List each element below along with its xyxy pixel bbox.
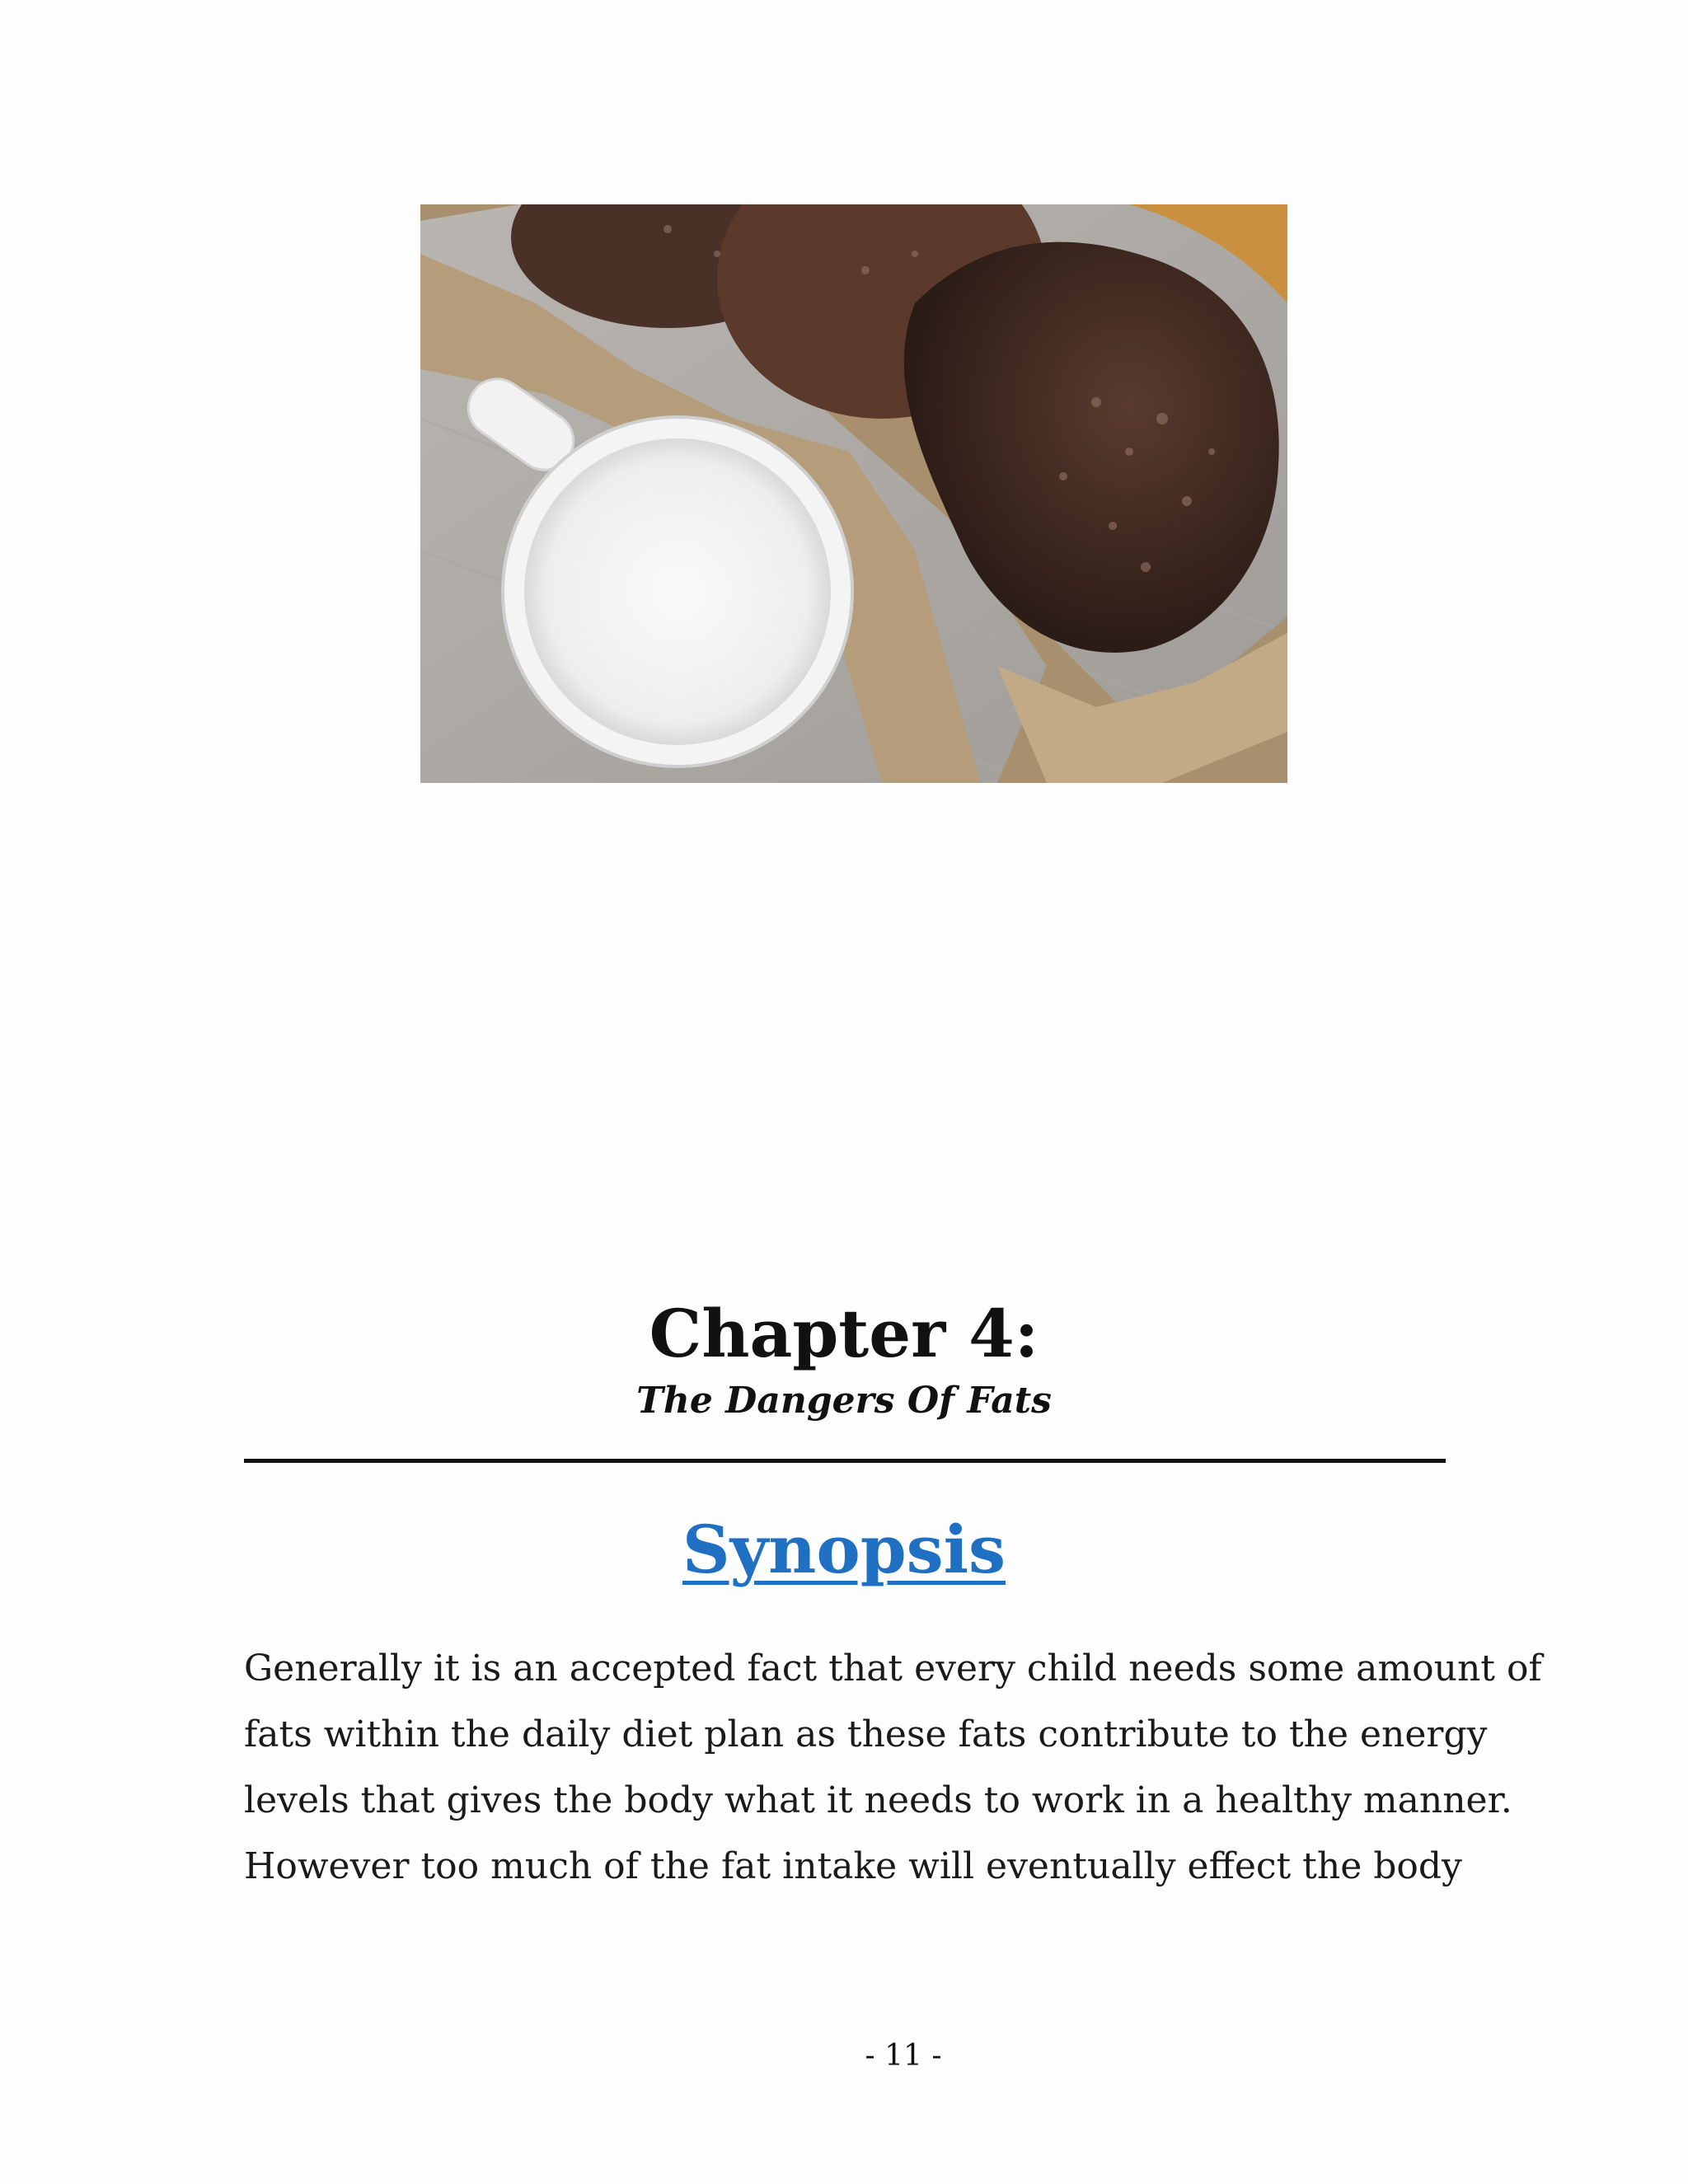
section-heading-synopsis[interactable]: Synopsis [682, 1511, 1006, 1588]
body-paragraph [244, 1636, 1542, 1900]
body-line: However too much of the fat intake will eventually effect the body [244, 1845, 1462, 1887]
section-divider [244, 1459, 1446, 1463]
body-line: Generally it is an accepted fact that every child needs some amount of [244, 1647, 1542, 1690]
body-line: fats within the daily diet plan as these fats contribute to the energy [244, 1713, 1488, 1755]
page-number: - 11 - [865, 2039, 942, 2073]
chapter-title: Chapter 4: [649, 1295, 1039, 1372]
chapter-subtitle: The Dangers Of Fats [636, 1380, 1052, 1422]
milk-and-bread-illustration [420, 204, 1287, 783]
body-line: levels that gives the body what it needs to work in a healthy manner. [244, 1779, 1512, 1821]
chapter-photo [420, 204, 1287, 783]
page-number-container [0, 2036, 1688, 2077]
